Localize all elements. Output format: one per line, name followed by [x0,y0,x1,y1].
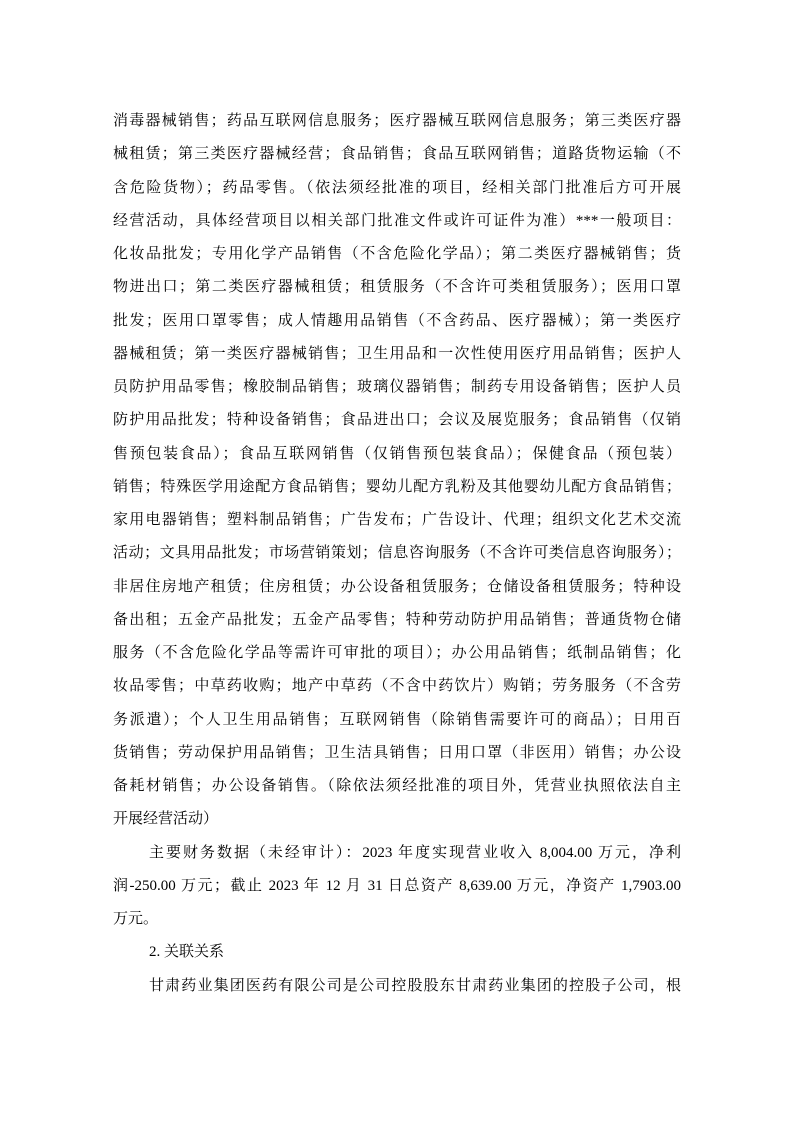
text-line: 2. 关联关系 [149,944,225,961]
text-line: 开展经营活动） [113,811,219,828]
text-line: 批发；医用口罩零售；成人情趣用品销售（不含药品、医疗器械）；第一类医疗 [113,312,681,329]
text-line: 物进出口；第二类医疗器械租赁；租赁服务（不含许可类租赁服务）；医用口罩 [113,279,681,296]
text-line: 非居住房地产租赁；住房租赁；办公设备租赁服务；仓储设备租赁服务；特种设 [113,578,681,595]
text-line: 活动；文具用品批发；市场营销策划；信息咨询服务（不含许可类信息咨询服务）； [113,545,681,562]
text-line: 润-250.00 万元；截止 2023 年 12 月 31 日总资产 8,639.00 万元，净资产 1,7903.00 [113,877,681,894]
text-line: 员防护用品零售；橡胶制品销售；玻璃仪器销售；制药专用设备销售；医护人员 [113,379,681,395]
text-line: 售预包装食品）；食品互联网销售（仅销售预包装食品）；保健食品（预包装） [113,445,681,462]
text-line: 服务（不含危险化学品等需许可审批的项目）；办公用品销售；纸制品销售；化 [113,645,681,661]
text-line: 主要财务数据（未经审计）：2023 年度实现营业收入 8,004.00 万元，净利 [149,844,681,861]
text-line: 家用电器销售；塑料制品销售；广告发布；广告设计、代理；组织文化艺术交流 [113,512,681,528]
text-line: 妆品零售；中草药收购；地产中草药（不含中药饮片）购销；劳务服务（不含劳 [113,678,681,695]
text-line: 防护用品批发；特种设备销售；食品进出口；会议及展览服务；食品销售（仅销 [113,412,681,429]
text-line: 万元。 [113,911,159,927]
text-line: 化妆品批发；专用化学产品销售（不含危险化学品）；第二类医疗器械销售；货 [113,246,681,262]
text-line: 货销售；劳动保护用品销售；卫生洁具销售；日用口罩（非医用）销售；办公设 [113,744,681,761]
document-text-block [113,105,681,1003]
text-line: 器械租赁；第一类医疗器械销售；卫生用品和一次性使用医疗用品销售；医护人 [113,345,681,362]
text-line: 备耗材销售；办公设备销售。（除依法须经批准的项目外，凭营业执照依法自主 [113,778,681,794]
text-line: 消毒器械销售；药品互联网信息服务；医疗器械互联网信息服务；第三类医疗器 [113,113,681,129]
text-line: 备出租；五金产品批发；五金产品零售；特种劳动防护用品销售；普通货物仓储 [113,611,681,628]
text-line: 务派遣）；个人卫生用品销售；互联网销售（除销售需要许可的商品）；日用百 [113,711,681,728]
text-line: 甘肃药业集团医药有限公司是公司控股股东甘肃药业集团的控股子公司，根 [149,977,681,994]
text-line: 含危险货物）；药品零售。（依法须经批准的项目，经相关部门批准后方可开展 [113,179,681,196]
text-line: 经营活动，具体经营项目以相关部门批准文件或许可证件为准）***一般项目： [113,212,681,229]
text-line: 销售；特殊医学用途配方食品销售；婴幼儿配方乳粉及其他婴幼儿配方食品销售； [113,478,681,495]
text-line: 械租赁；第三类医疗器械经营；食品销售；食品互联网销售；道路货物运输（不 [113,146,681,163]
